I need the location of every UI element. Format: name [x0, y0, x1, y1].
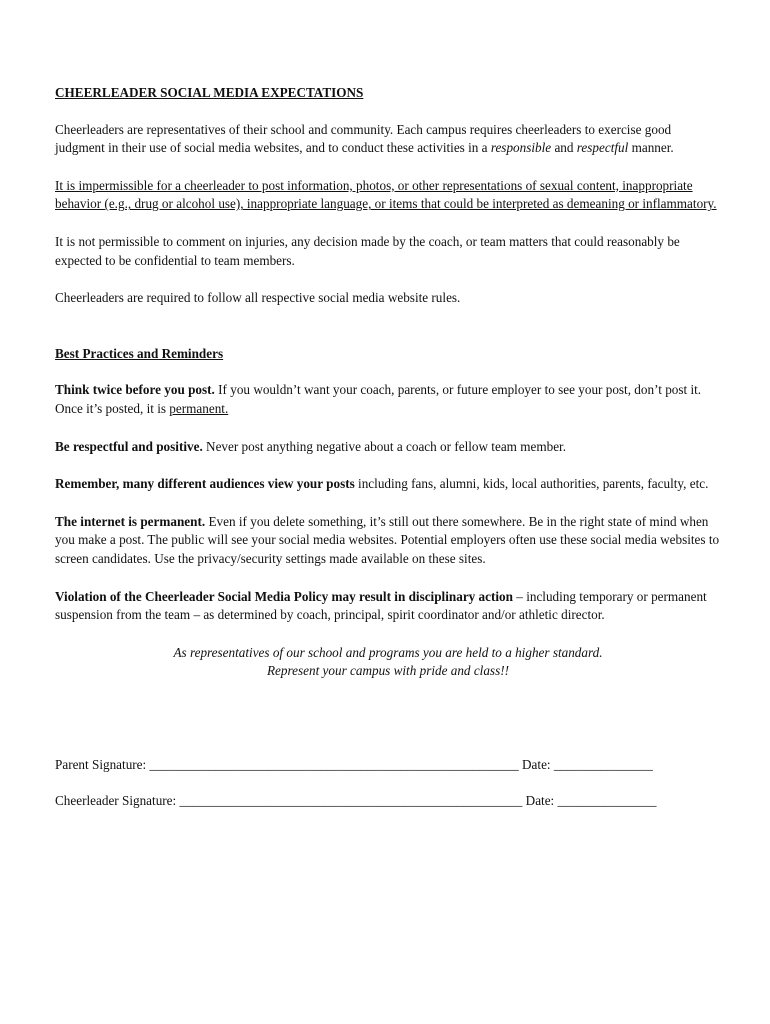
internet-lead: The internet is permanent.: [55, 513, 206, 529]
violation-lead: Violation of the Cheerleader Social Media Policy may result in disciplinary action: [55, 588, 513, 604]
think-twice-text: If you wouldn’t want your coach, parents, or future employer to see your post, don’t post it. Once it’s posted, it is: [55, 382, 702, 416]
parent-signature-line: Parent Signature: ________________________________________________________ Date: _______________: [55, 756, 653, 772]
internet-paragraph: [55, 513, 721, 569]
intro-italic-respectful: respectful: [576, 140, 629, 156]
respectful-text: Never post anything negative about a coach or fellow team member.: [202, 438, 567, 454]
respectful-paragraph: [55, 438, 721, 457]
violation-paragraph: [55, 588, 721, 625]
respectful-lead: Be respectful and positive.: [55, 438, 203, 454]
violation-text: – including temporary or permanent suspension from the team – as determined by coach, principal, spirit coordinator and/or athletic director.: [55, 588, 707, 623]
closing-line-2: Represent your campus with pride and class!!: [267, 663, 509, 679]
section-spacer: [55, 327, 721, 345]
intro-and: and: [551, 140, 577, 156]
intro-end: manner.: [628, 140, 674, 156]
permanent-underlined: permanent.: [169, 400, 229, 416]
rules-paragraph: Cheerleaders are required to follow all respective social media website rules.: [55, 290, 461, 306]
intro-paragraph: [55, 121, 721, 158]
closing-statement: [55, 644, 721, 681]
audiences-text: including fans, alumni, kids, local authorities, parents, faculty, etc.: [354, 476, 709, 492]
document-page: [55, 84, 721, 829]
closing-line-1: As representatives of our school and programs you are held to a higher standard.: [173, 644, 603, 660]
intro-text: Cheerleaders are representatives of their school and community. Each campus requires cheerleaders to exercise good judgment in their use of social media websites, and to conduct these activities in a: [55, 121, 672, 156]
impermissible-paragraph: It is impermissible for a cheerleader to post information, photos, or other representations of sexual content, inappropriate behavior (e.g., drug or alcohol use), inappropriate language, or items that could be interpreted as demeaning or inflammatory.: [55, 177, 717, 212]
think-twice-lead: Think twice before you post.: [55, 382, 215, 398]
audiences-paragraph: [55, 475, 721, 494]
best-practices-heading: Best Practices and Reminders: [55, 345, 224, 361]
intro-italic-responsible: responsible: [490, 140, 552, 156]
document-title: CHEERLEADER SOCIAL MEDIA EXPECTATIONS: [55, 85, 364, 100]
think-twice-paragraph: [55, 381, 721, 418]
audiences-lead: Remember, many different audiences view your posts: [55, 476, 355, 492]
internet-text: Even if you delete something, it’s still out there somewhere. Be in the right state of mind when you make a post. The public will see your social media websites. Potential employers often use these social media websites to screen candidates. Use the privacy/security settings made available on these sites.: [55, 513, 720, 566]
not-permissible-paragraph: It is not permissible to comment on injuries, any decision made by the coach, or team matters that could reasonably be expected to be confidential to team members.: [55, 233, 680, 268]
cheerleader-signature-line: Cheerleader Signature: ____________________________________________________ Date: _______________: [55, 793, 657, 809]
